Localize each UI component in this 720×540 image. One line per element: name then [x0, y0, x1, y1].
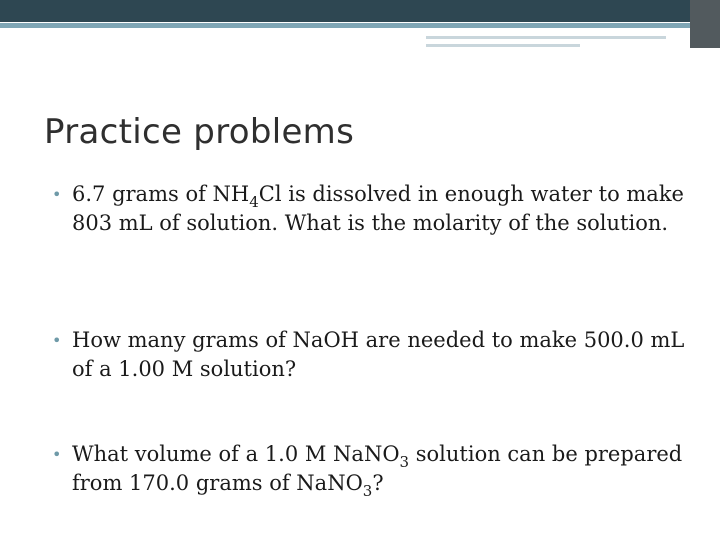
problem-1 [52, 180, 692, 238]
problem-2-text: How many grams of NaOH are needed to make 500.0 mL of a 1.00 M solution? [72, 328, 685, 381]
bullet-icon: • [52, 185, 62, 204]
problem-3 [52, 440, 692, 498]
header-rule [0, 23, 690, 28]
decorative-rule-1 [426, 36, 666, 39]
slide-title: Practice problems [44, 112, 355, 152]
header-band [0, 0, 720, 22]
bullet-icon: • [52, 445, 62, 464]
bullet-icon: • [52, 331, 62, 350]
problem-1-text: 6.7 grams of $NH_4Cl$ is dissolved in enough water to make 803 mL of solution. What is the molarity of the solution. [72, 182, 684, 235]
problem-2 [52, 326, 692, 384]
header-corner-block [690, 0, 720, 48]
decorative-rule-2 [426, 44, 580, 47]
problem-3-text: What volume of a 1.0 M NaNO$_3$ solution can be prepared from 170.0 grams of NaNO$_3$? [72, 442, 683, 500]
